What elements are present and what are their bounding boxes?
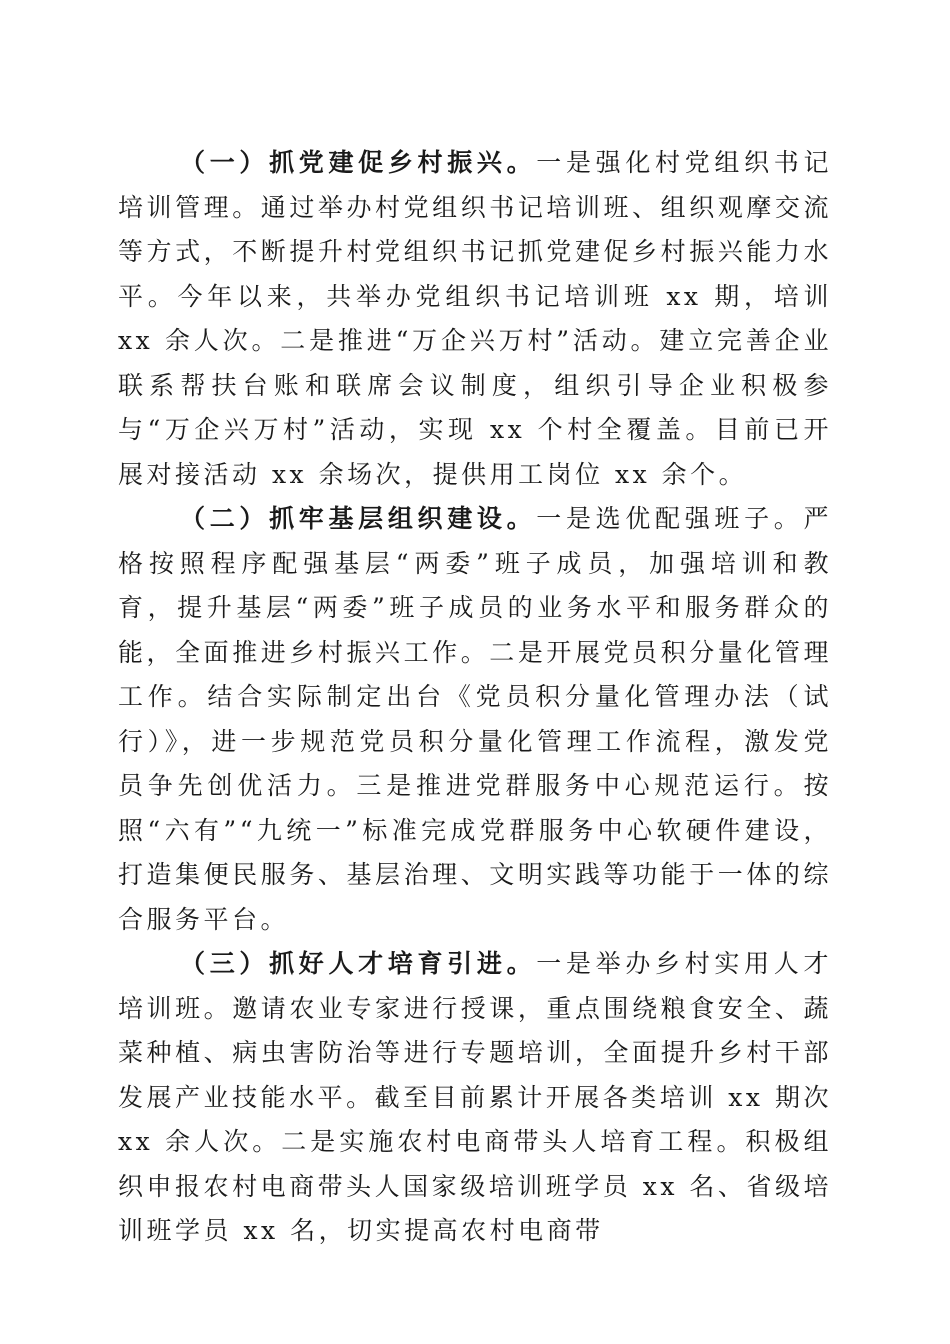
paragraph-2-heading: （二）抓牢基层组织建设。 — [180, 504, 537, 533]
paragraph-1-heading: （一）抓党建促乡村振兴。 — [180, 148, 537, 177]
paragraph-2-body: 一是选优配强班子。严格按照程序配强基层“两委”班子成员，加强培训和教育，提升基层“两委”班子成员的业务水平和服务群众的能，全面推进乡村振兴工作。二是开展党员积分量化管理工作。结合实际制定出台《党员积分量化管理办法（试行）》，进一步规范党员积分量化管理工作流程，激发党员争先创优活力。三是推进党群服务中心规范运行。按照“六有”“九统一”标准完成党群服务中心软硬件建设，打造集便民服务、基层治理、文明实践等功能于一体的综合服务平台。 — [118, 504, 832, 934]
paragraph-3-heading: （三）抓好人才培育引进。 — [180, 949, 537, 978]
paragraph-1-body: 一是强化村党组织书记培训管理。通过举办村党组织书记培训班、组织观摩交流等方式，不断提升村党组织书记抓党建促乡村振兴能力水平。今年以来，共举办党组织书记培训班 xx 期，培训 xx 余人次。二是推进“万企兴万村”活动。建立完善企业联系帮扶台账和联席会议制度，组织引导企业积极参与“万企兴万村”活动，实现 xx 个村全覆盖。目前已开展对接活动 xx 余场次，提供用工岗位 xx 余个。 — [118, 148, 832, 489]
paragraph-2 — [118, 497, 832, 942]
document-body — [118, 141, 832, 1254]
paragraph-3-body: 一是举办乡村实用人才培训班。邀请农业专家进行授课，重点围绕粮食安全、蔬菜种植、病虫害防治等进行专题培训，全面提升乡村干部发展产业技能水平。截至目前累计开展各类培训 xx 期次 xx 余人次。二是实施农村电商带头人培育工程。积极组织申报农村电商带头人国家级培训班学员 xx 名、省级培训班学员 xx 名，切实提高农村电商带 — [118, 949, 832, 1245]
paragraph-1 — [118, 141, 832, 497]
paragraph-3 — [118, 942, 832, 1254]
